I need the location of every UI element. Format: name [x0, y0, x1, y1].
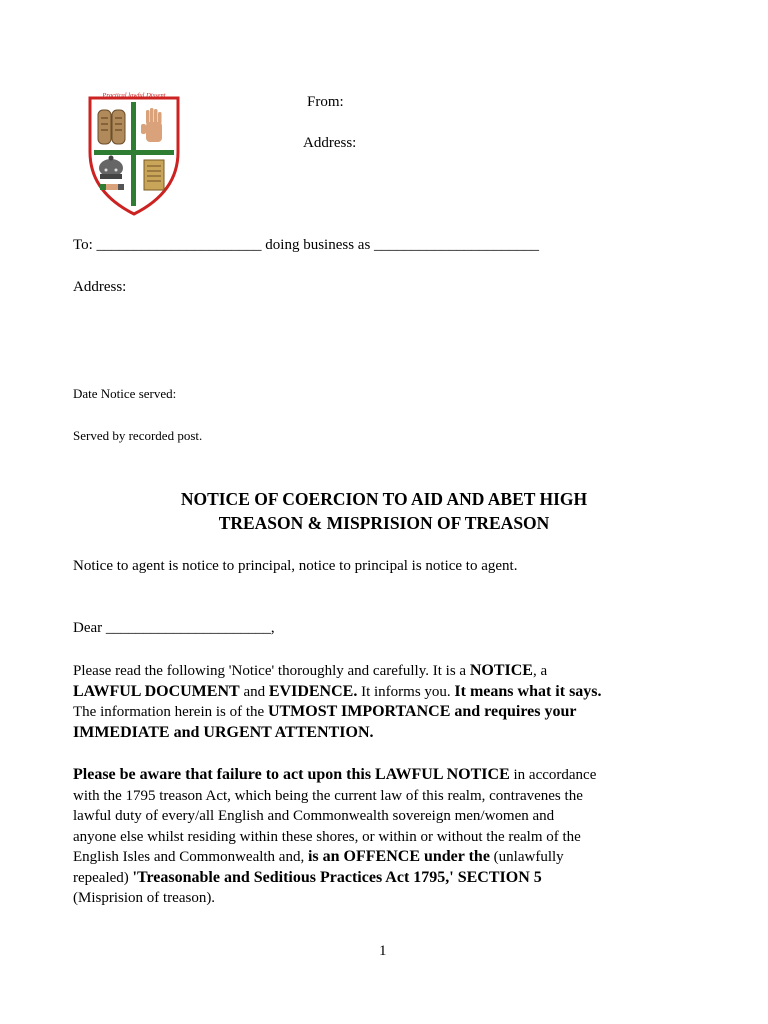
recipient-address-label: Address:: [73, 279, 127, 295]
commandment-tablets-icon: [98, 110, 125, 144]
page-number: 1: [379, 943, 387, 959]
agent-principal-line: Notice to agent is notice to principal, notice to principal is notice to agent.: [73, 558, 518, 574]
coat-of-arms-logo: [86, 92, 182, 218]
salutation: Dear ______________________,: [73, 620, 275, 636]
scroll-document-icon: [144, 160, 164, 190]
sender-address-label: Address:: [303, 135, 357, 151]
paragraph-notice-intro: Please read the following 'Notice' thoroughly and carefully. It is a NOTICE, a LAWFUL DOCUMENT and EVIDENCE. It informs you. It means what it says. The information herein is of the UTMOST IMPORTANCE and requires your IMMEDIATE and URGENT ATTENTION.: [73, 662, 602, 741]
notice-title: [0, 487, 768, 535]
title-line-1: NOTICE OF COERCION TO AID AND ABET HIGH: [180, 489, 588, 509]
from-label: From:: [307, 94, 344, 110]
logo-motto: Practical lawful Dissent: [102, 92, 166, 99]
handshake-icon: [100, 184, 124, 190]
served-by-line: Served by recorded post.: [73, 428, 203, 443]
to-line: To: ______________________ doing business as ______________________: [73, 237, 540, 253]
date-notice-served: Date Notice served:: [73, 386, 177, 401]
paragraph-failure-warning: Please be aware that failure to act upon this LAWFUL NOTICE in accordance with the 1795 treason Act, which being the current law of this realm, contravenes the lawful duty of every/all English and Commonwealth sovereign men/women and anyone else whilst residing within these shores, or within or without the realm of the English Isles and Commonwealth and, is an OFFENCE under the (unlawfully repealed) 'Treasonable and Seditious Practices Act 1795,' SECTION 5 (Misprision of treason).: [73, 766, 597, 906]
title-line-2: TREASON & MISPRISION OF TREASON: [218, 513, 550, 533]
